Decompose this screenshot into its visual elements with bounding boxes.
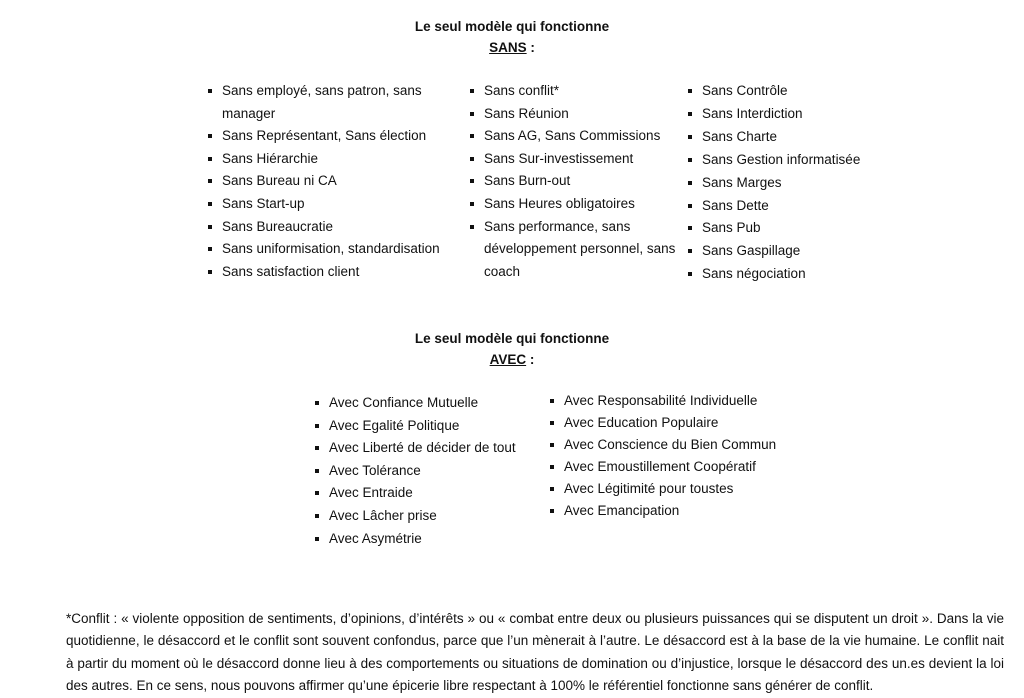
list-item: Avec Liberté de décider de tout bbox=[315, 437, 540, 460]
list-item: Avec Entraide bbox=[315, 482, 540, 505]
list-item: Sans négociation bbox=[688, 263, 888, 286]
sans-list-column-2 bbox=[470, 80, 680, 283]
list-item: Avec Tolérance bbox=[315, 460, 540, 483]
avec-section-title: Le seul modèle qui fonctionne bbox=[414, 331, 610, 346]
list-item: Sans Charte bbox=[688, 126, 888, 149]
list-item: Avec Responsabilité Individuelle bbox=[550, 390, 790, 412]
list-item: Sans Hiérarchie bbox=[208, 148, 448, 171]
list-item: Sans Marges bbox=[688, 172, 888, 195]
list-item: Sans Bureau ni CA bbox=[208, 170, 448, 193]
list-item: Sans Contrôle bbox=[688, 80, 888, 103]
list-item: Avec Conscience du Bien Commun bbox=[550, 434, 790, 456]
list-item: Sans Burn-out bbox=[470, 170, 680, 193]
sans-list-column-1 bbox=[208, 80, 448, 283]
list-item: Sans Dette bbox=[688, 195, 888, 218]
sans-section-heading bbox=[0, 16, 1024, 58]
avec-section-subtitle-line bbox=[0, 349, 1024, 370]
list-item: Sans Gestion informatisée bbox=[688, 149, 888, 172]
avec-list-column-2 bbox=[550, 390, 790, 522]
sans-section-subtitle: SANS bbox=[489, 40, 527, 55]
avec-section-suffix: : bbox=[526, 352, 535, 367]
list-item: Avec Lâcher prise bbox=[315, 505, 540, 528]
list-item: Sans Interdiction bbox=[688, 103, 888, 126]
avec-list-column-1 bbox=[315, 392, 540, 550]
list-item: Sans Bureaucratie bbox=[208, 216, 448, 239]
list-item: Avec Emoustillement Coopératif bbox=[550, 456, 790, 478]
list-item: Avec Education Populaire bbox=[550, 412, 790, 434]
list-item: Sans performance, sans développement personnel, sans coach bbox=[470, 216, 680, 284]
list-item: Avec Légitimité pour toustes bbox=[550, 478, 790, 500]
list-item: Avec Confiance Mutuelle bbox=[315, 392, 540, 415]
list-item: Sans Sur-investissement bbox=[470, 148, 680, 171]
sans-section-subtitle-line bbox=[0, 37, 1024, 58]
avec-section-heading bbox=[0, 328, 1024, 370]
avec-section-subtitle: AVEC bbox=[489, 352, 527, 367]
sans-section-title: Le seul modèle qui fonctionne bbox=[414, 19, 610, 34]
list-item: Avec Asymétrie bbox=[315, 528, 540, 551]
list-item: Sans Représentant, Sans élection bbox=[208, 125, 448, 148]
list-item: Sans Réunion bbox=[470, 103, 680, 126]
list-item: Sans AG, Sans Commissions bbox=[470, 125, 680, 148]
list-item: Sans satisfaction client bbox=[208, 261, 448, 284]
list-item: Sans uniformisation, standardisation bbox=[208, 238, 448, 261]
list-item: Sans conflit* bbox=[470, 80, 680, 103]
list-item: Avec Emancipation bbox=[550, 500, 790, 522]
list-item: Sans Pub bbox=[688, 217, 888, 240]
list-item: Sans Heures obligatoires bbox=[470, 193, 680, 216]
list-item: Sans Start-up bbox=[208, 193, 448, 216]
list-item: Sans Gaspillage bbox=[688, 240, 888, 263]
list-item: Sans employé, sans patron, sans manager bbox=[208, 80, 448, 125]
sans-section-suffix: : bbox=[526, 40, 535, 55]
list-item: Avec Egalité Politique bbox=[315, 415, 540, 438]
sans-list-column-3 bbox=[688, 80, 888, 286]
footnote-conflit-definition: *Conflit : « violente opposition de sentiments, d’opinions, d’intérêts » ou « combat entre deux ou plusieurs puissances qui se disputent un droit ». Dans la vie quotidienne, le désaccord et le conflit sont souvent confondus, parce que l’un mènerait à l’autre. Le désaccord est à la base de la vie humaine. Le conflit nait à partir du moment où le désaccord donne lieu à des comportements ou situations de domination ou d’injustice, lorsque le désaccord des un.es devient la loi des autres. En ce sens, nous pouvons affirmer qu’une épicerie libre respectant à 100% le référentiel fonctionne sans générer de conflit. bbox=[66, 610, 1004, 693]
